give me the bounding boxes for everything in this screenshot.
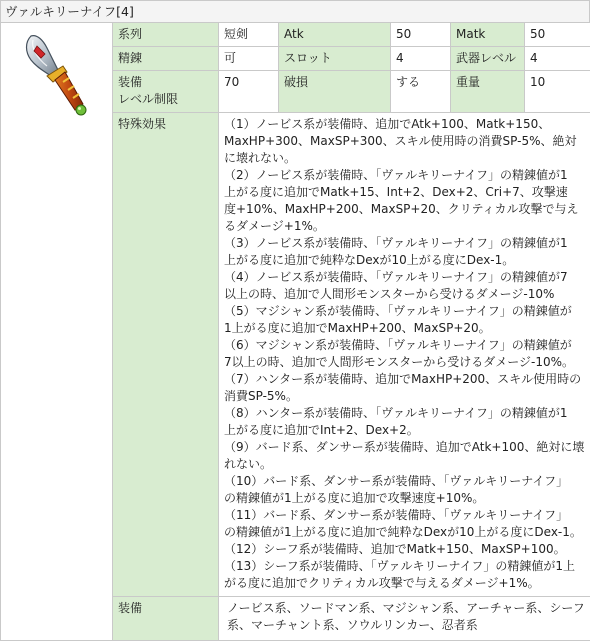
equip-classes-line2: 系、マーチャント系、ソウルリンカー、忍者系: [227, 618, 478, 632]
equip-classes-line1: ノービス系、ソードマン系、マジシャン系、アーチャー系、シーフ: [227, 601, 585, 615]
effect-line: （8）ハンター系が装備時、「ヴァルキリーナイフ」の精錬値が1: [224, 406, 568, 420]
effect-line: （4）ノービス系が装備時、「ヴァルキリーナイフ」の精錬値が7: [224, 270, 568, 284]
label-break: 破損: [279, 71, 391, 113]
item-image-cell: [1, 23, 113, 641]
value-atk: 50: [391, 23, 451, 47]
special-effect-text: [219, 113, 590, 597]
effect-line: がる度に追加でクリティカル攻撃で与えるダメージ+1%。: [224, 576, 540, 590]
effect-line: （1）ノービス系が装備時、追加でAtk+100、Matk+150、: [224, 117, 551, 131]
label-weapon-level: 武器レベル: [451, 47, 525, 71]
effect-line: （3）ノービス系が装備時、「ヴァルキリーナイフ」の精錬値が1: [224, 236, 568, 250]
effect-line: 度+10%、MaxHP+200、MaxSP+20、クリティカル攻撃で与え: [224, 202, 579, 216]
label-equip-level-line1: 装備: [118, 75, 143, 89]
label-series: 系列: [113, 23, 219, 47]
label-matk: Matk: [451, 23, 525, 47]
effect-line: （5）マジシャン系が装備時、「ヴァルキリーナイフ」の精錬値が: [224, 304, 572, 318]
label-equip-level: [113, 71, 219, 113]
valkyrie-knife-item-icon: [17, 26, 97, 126]
effect-line: の精錬値が1上がる度に追加で攻撃速度+10%。: [224, 491, 485, 505]
effect-line: （13）シーフ系が装備時、「ヴァルキリーナイフ」の精錬値が1上: [224, 559, 575, 573]
effect-line: MaxHP+300、MaxSP+300、スキル使用時の消費SP-5%、絶対: [224, 134, 577, 148]
label-slot: スロット: [279, 47, 391, 71]
value-matk: 50: [525, 23, 590, 47]
effect-line: （9）バード系、ダンサー系が装備時、追加でAtk+100、絶対に壊: [224, 440, 585, 454]
effect-line: （2）ノービス系が装備時、「ヴァルキリーナイフ」の精錬値が1: [224, 168, 568, 182]
equip-classes: [219, 597, 590, 641]
item-title: ヴァルキリーナイフ[4]: [0, 0, 590, 22]
value-slot: 4: [391, 47, 451, 71]
effect-line: 以上の時、追加で人間形モンスターから受けるダメージ-10%: [224, 287, 555, 301]
item-table: [0, 22, 590, 641]
effect-line: 上がる度に追加でMatk+15、Int+2、Dex+2、Cri+7、攻撃速: [224, 185, 568, 199]
effect-line: に壊れない。: [224, 151, 297, 165]
effect-line: 消費SP-5%。: [224, 389, 298, 403]
effect-line: （6）マジシャン系が装備時、「ヴァルキリーナイフ」の精錬値が: [224, 338, 572, 352]
label-equip-level-line2: レベル制限: [118, 92, 179, 106]
label-weight: 重量: [451, 71, 525, 113]
stats-row-1: [1, 23, 590, 47]
value-weapon-level: 4: [525, 47, 590, 71]
value-break: する: [391, 71, 451, 113]
effect-line: れない。: [224, 457, 273, 471]
value-weight: 10: [525, 71, 590, 113]
effect-line: 上がる度に追加でInt+2、Dex+2。: [224, 423, 419, 437]
effect-line: 1上がる度に追加でMaxHP+200、MaxSP+20。: [224, 321, 491, 335]
label-refine: 精錬: [113, 47, 219, 71]
label-equip: 装備: [113, 597, 219, 641]
effect-line: （11）バード系、ダンサー系が装備時、「ヴァルキリーナイフ」: [224, 508, 569, 522]
effect-line: （7）ハンター系が装備時、追加でMaxHP+200、スキル使用時の: [224, 372, 582, 386]
value-series: 短剣: [219, 23, 279, 47]
effect-line: るダメージ+1%。: [224, 219, 325, 233]
value-equip-level: 70: [219, 71, 279, 113]
effect-line: 上がる度に追加で純粋なDexが10上がる度にDex-1。: [224, 253, 515, 267]
label-atk: Atk: [279, 23, 391, 47]
effect-line: の精錬値が1上がる度に追加で純粋なDexが10上がる度にDex-1。: [224, 525, 582, 539]
effect-line: （10）バード系、ダンサー系が装備時、「ヴァルキリーナイフ」: [224, 474, 569, 488]
value-refine: 可: [219, 47, 279, 71]
effect-line: 7以上の時、追加で人間形モンスターから受けるダメージ-10%。: [224, 355, 575, 369]
effect-line: （12）シーフ系が装備時、追加でMatk+150、MaxSP+100。: [224, 542, 566, 556]
label-special-effect: 特殊効果: [113, 113, 219, 597]
